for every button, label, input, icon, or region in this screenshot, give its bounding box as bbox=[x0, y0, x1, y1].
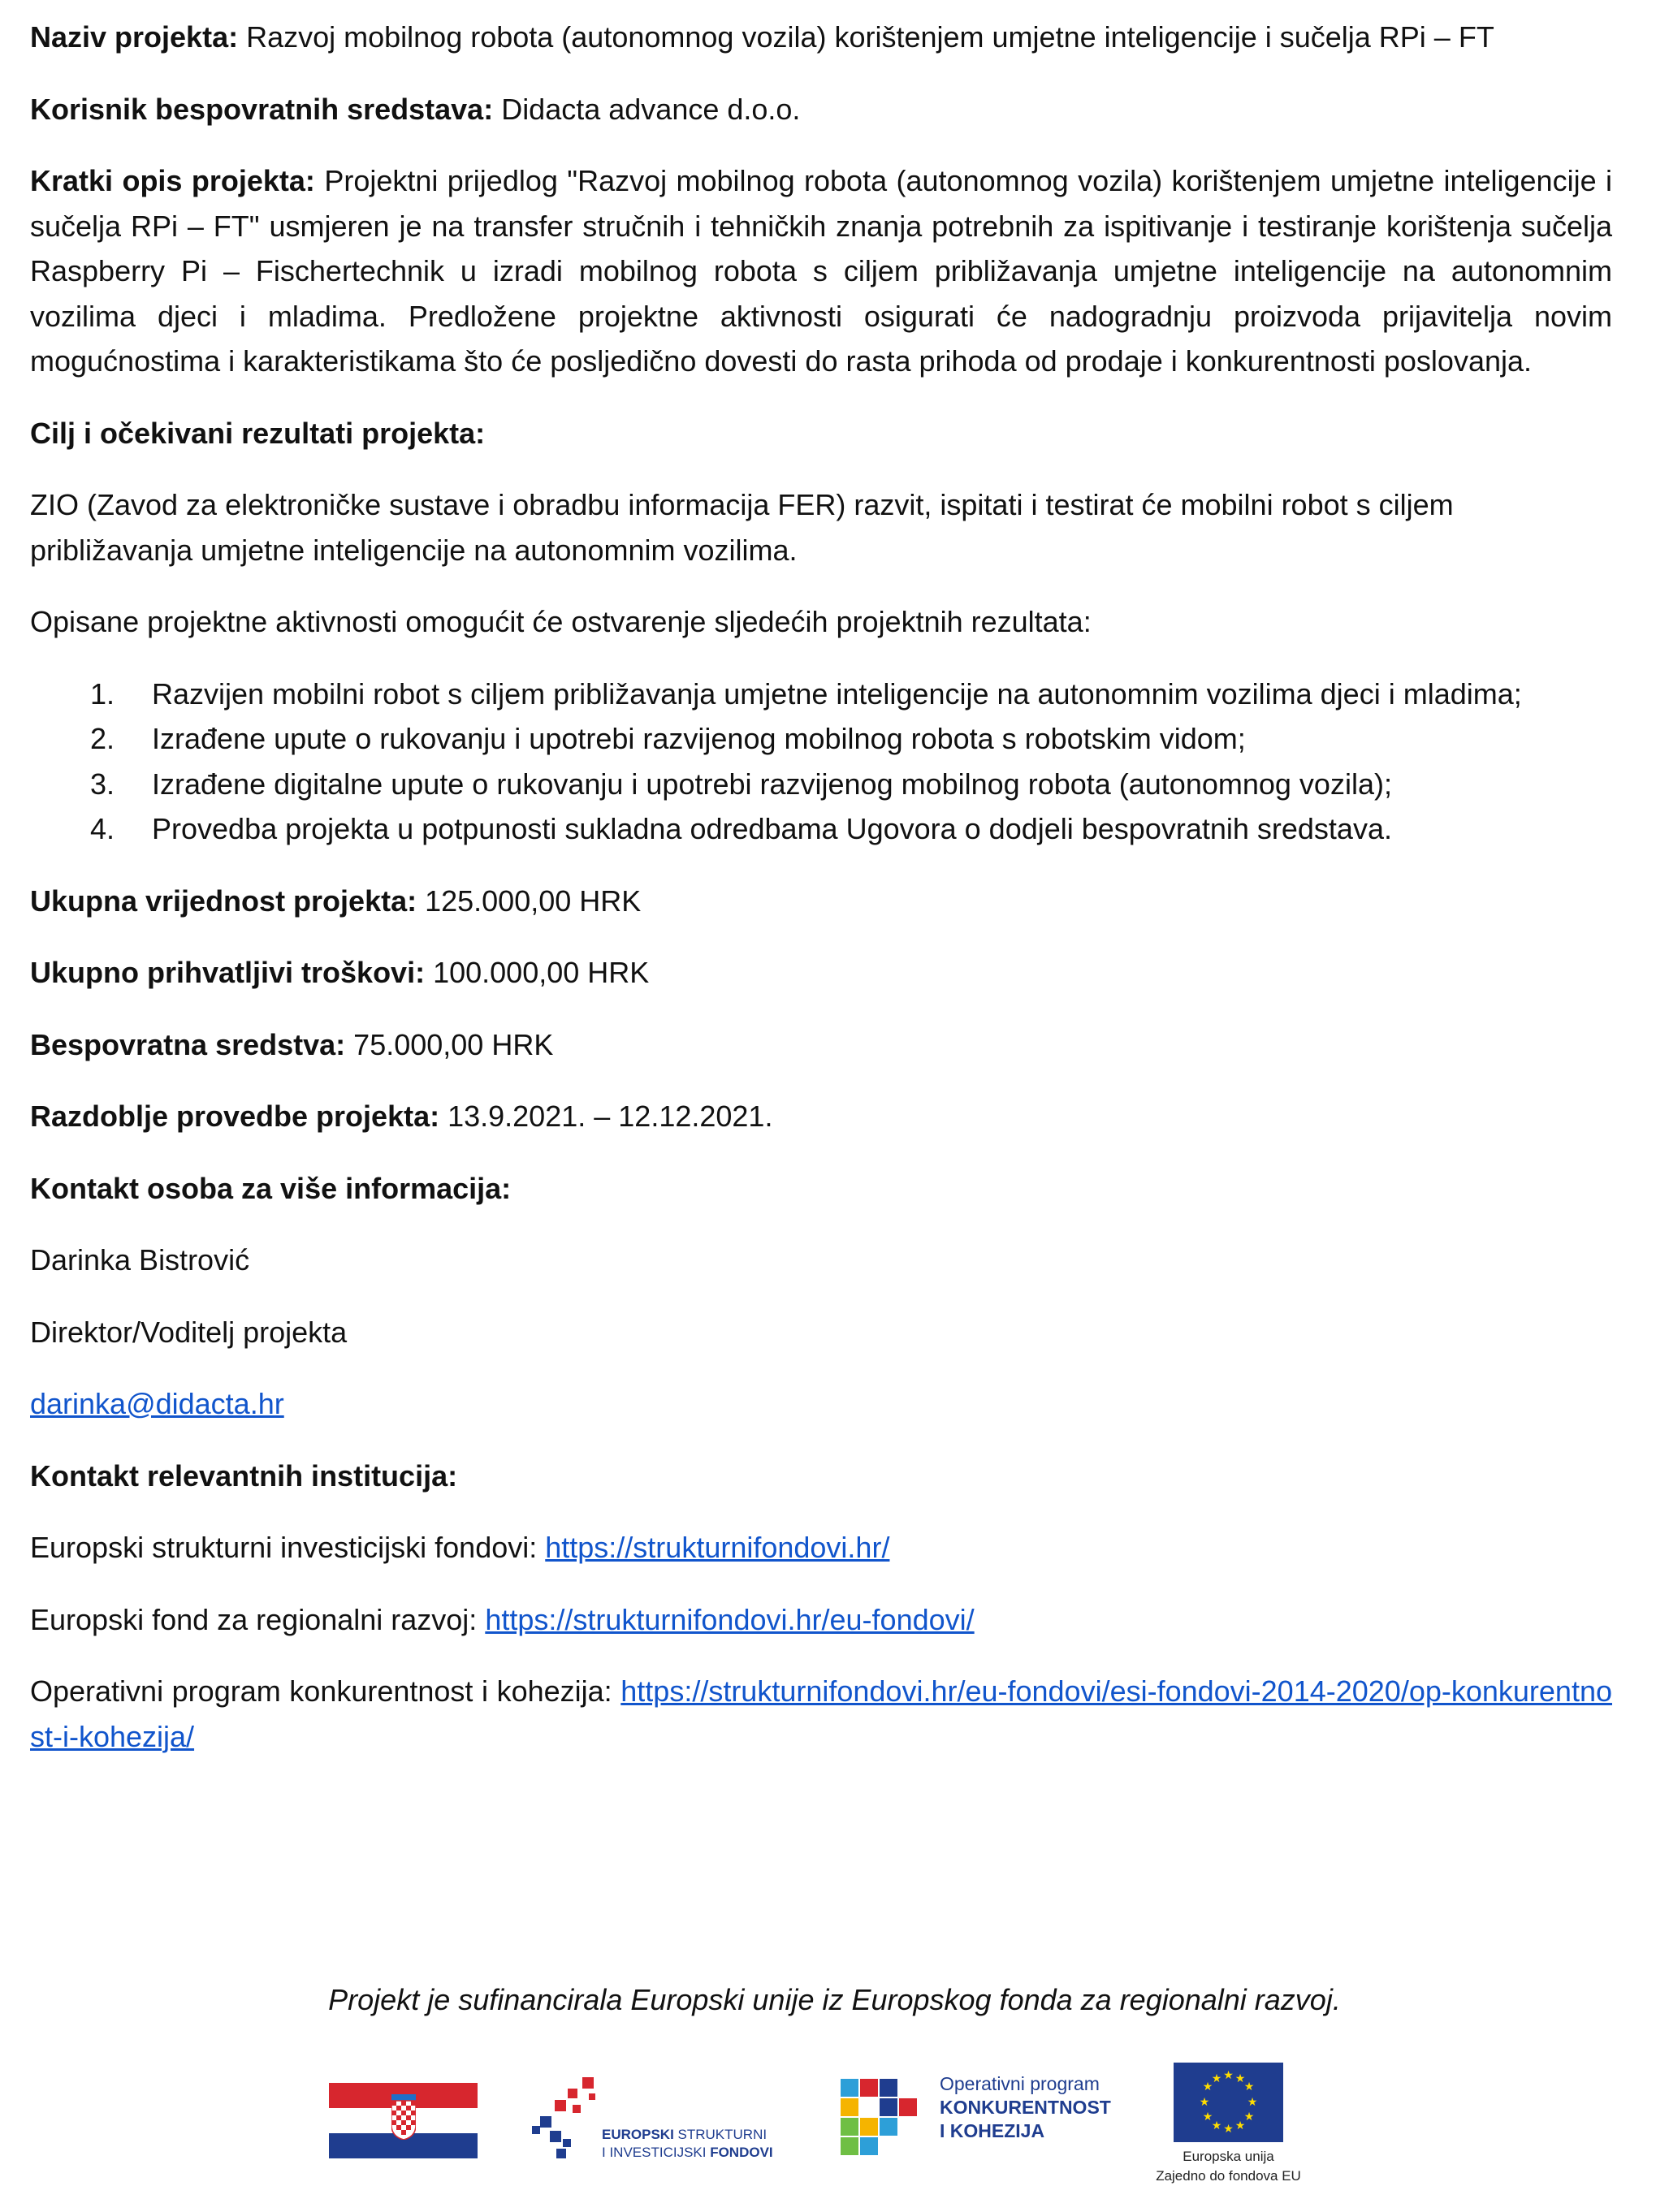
opkk-squares-icon bbox=[841, 2079, 938, 2160]
description-label: Kratki opis projekta: bbox=[30, 164, 315, 197]
list-item: 1. Razvijen mobilni robot s ciljem približavanja umjetne inteligencije na autonomnim vozilima djeci i mladima; bbox=[90, 676, 1522, 711]
period-label: Razdoblje provedbe projekta: bbox=[30, 1100, 440, 1133]
eu-logo bbox=[1141, 2063, 1301, 2191]
period-value: 13.9.2021. – 12.12.2021. bbox=[439, 1100, 773, 1133]
erdf-link[interactable]: https://strukturnifondovi.hr/eu-fondovi/ bbox=[485, 1602, 975, 1636]
beneficiary-paragraph bbox=[30, 87, 1612, 132]
svg-text:★: ★ bbox=[1211, 2072, 1222, 2085]
svg-text:★: ★ bbox=[1202, 2080, 1213, 2093]
results-list bbox=[30, 672, 1612, 852]
contact-name: Darinka Bistrović bbox=[30, 1243, 250, 1277]
svg-text:★: ★ bbox=[1211, 2119, 1222, 2132]
institution-opkk: Operativni program konkurentnost i kohezija: https://strukturnifondovi.hr/eu-fondovi/esi-fondovi-2014-2020/op-konkurentnost-i-kohezija/ bbox=[30, 1674, 1612, 1753]
contact-heading: Kontakt osoba za više informacija: bbox=[30, 1171, 512, 1205]
period-paragraph bbox=[30, 1094, 1612, 1139]
eligible-costs-paragraph bbox=[30, 950, 1612, 996]
grant-value: 75.000,00 HRK bbox=[345, 1027, 554, 1061]
esif-logo bbox=[532, 2077, 800, 2175]
cofinancing-note: Projekt je sufinancirala Europski unije iz Europskog fonda za regionalni razvoj. bbox=[328, 1983, 1341, 2016]
contact-role: Direktor/Voditelj projekta bbox=[30, 1315, 348, 1349]
svg-text:★: ★ bbox=[1234, 2072, 1246, 2085]
institution-esif: Europski strukturni investicijski fondovi: https://strukturnifondovi.hr/ bbox=[30, 1531, 890, 1564]
svg-text:★: ★ bbox=[1234, 2119, 1246, 2132]
svg-text:★: ★ bbox=[1223, 2123, 1234, 2136]
svg-text:★: ★ bbox=[1199, 2096, 1210, 2109]
svg-text:★: ★ bbox=[1243, 2110, 1255, 2123]
grant-label: Bespovratna sredstva: bbox=[30, 1027, 346, 1061]
project-name-label: Naziv projekta: bbox=[30, 20, 239, 54]
results-intro: Opisane projektne aktivnosti omogućit će ostvarenje sljedećih projektnih rezultata: bbox=[30, 605, 1092, 638]
total-value-value: 125.000,00 HRK bbox=[417, 884, 642, 918]
esif-squares-icon bbox=[532, 2077, 605, 2167]
project-name-paragraph bbox=[30, 15, 1612, 60]
project-name-value: Razvoj mobilnog robota (autonomnog vozila) korištenjem umjetne inteligencije i sučelja RPi – FT bbox=[238, 20, 1494, 54]
esif-logo-text: EUROPSKI STRUKTURNI I INVESTICIJSKI FONDOVI bbox=[602, 2127, 773, 2160]
croatian-flag-logo bbox=[329, 2083, 478, 2158]
list-item: 4. Provedba projekta u potpunosti sukladna odredbama Ugovora o dodjeli bespovratnih sredstava. bbox=[90, 812, 1392, 845]
description-paragraph bbox=[30, 158, 1612, 384]
svg-text:★: ★ bbox=[1223, 2069, 1234, 2082]
description-value: Projektni prijedlog "Razvoj mobilnog robota (autonomnog vozila) korištenjem umjetne inteligencije i sučelja RPi – FT" usmjeren je na transfer stručnih i tehničkih znanja potrebnih za ispitivanje i testiranje korištenja sučelja Raspberry Pi – Fischertechnik u izradi mobilnog robota s ciljem približavanja umjetne inteligencije na autonomnim vozilima djeci i mladima. Predložene projektne aktivnosti osigurati će nadogradnju proizvoda prijavitelja novim mogućnostima i karakteristikama što će posljedično dovesti do rasta prihoda od prodaje i konkurentnosti poslovanja. bbox=[30, 164, 1612, 378]
esif-link[interactable]: https://strukturnifondovi.hr/ bbox=[545, 1531, 890, 1564]
list-item: 2. Izrađene upute o rukovanju i upotrebi razvijenog mobilnog robota s robotskim vidom; bbox=[90, 722, 1246, 755]
eu-stars-icon bbox=[1174, 2063, 1283, 2142]
document-body bbox=[30, 15, 1612, 1759]
list-item: 3. Izrađene digitalne upute o rukovanju i upotrebi razvijenog mobilnog robota (autonomnog vozila); bbox=[90, 767, 1392, 801]
beneficiary-value: Didacta advance d.o.o. bbox=[493, 92, 801, 126]
beneficiary-label: Korisnik bespovratnih sredstava: bbox=[30, 92, 494, 126]
grant-paragraph bbox=[30, 1022, 1612, 1068]
total-value-paragraph bbox=[30, 879, 1612, 924]
eligible-costs-value: 100.000,00 HRK bbox=[425, 956, 650, 989]
contact-email-link[interactable]: darinka@didacta.hr bbox=[30, 1387, 284, 1420]
goals-paragraph: ZIO (Zavod za elektroničke sustave i obradbu informacija FER) razvit, ispitati i testirat će mobilni robot s ciljem približavanja umjetne inteligencije na autonomnim vozilima. bbox=[30, 488, 1454, 567]
coat-of-arms-icon bbox=[391, 2094, 416, 2140]
opkk-link[interactable]: https://strukturnifondovi.hr/eu-fondovi/esi-fondovi-2014-2020/op-konkurentnost-i-kohezija/ bbox=[30, 1674, 1612, 1753]
eu-flag bbox=[1174, 2063, 1283, 2142]
goals-heading: Cilj i očekivani rezultati projekta: bbox=[30, 416, 486, 450]
logo-strip bbox=[0, 2063, 1669, 2193]
opkk-logo bbox=[841, 2072, 1133, 2178]
svg-text:★: ★ bbox=[1247, 2096, 1258, 2109]
eligible-costs-label: Ukupno prihvatljivi troškovi: bbox=[30, 956, 426, 989]
opkk-logo-text: Operativni program KONKURENTNOST I KOHEZIJA bbox=[940, 2073, 1111, 2141]
eu-logo-text: Europska unija Zajedno do fondova EU bbox=[1156, 2149, 1301, 2184]
institution-erdf: Europski fond za regionalni razvoj: https://strukturnifondovi.hr/eu-fondovi/ bbox=[30, 1602, 975, 1636]
total-value-label: Ukupna vrijednost projekta: bbox=[30, 884, 417, 918]
svg-text:★: ★ bbox=[1243, 2080, 1255, 2093]
institutions-heading: Kontakt relevantnih institucija: bbox=[30, 1458, 458, 1493]
svg-text:★: ★ bbox=[1202, 2110, 1213, 2123]
